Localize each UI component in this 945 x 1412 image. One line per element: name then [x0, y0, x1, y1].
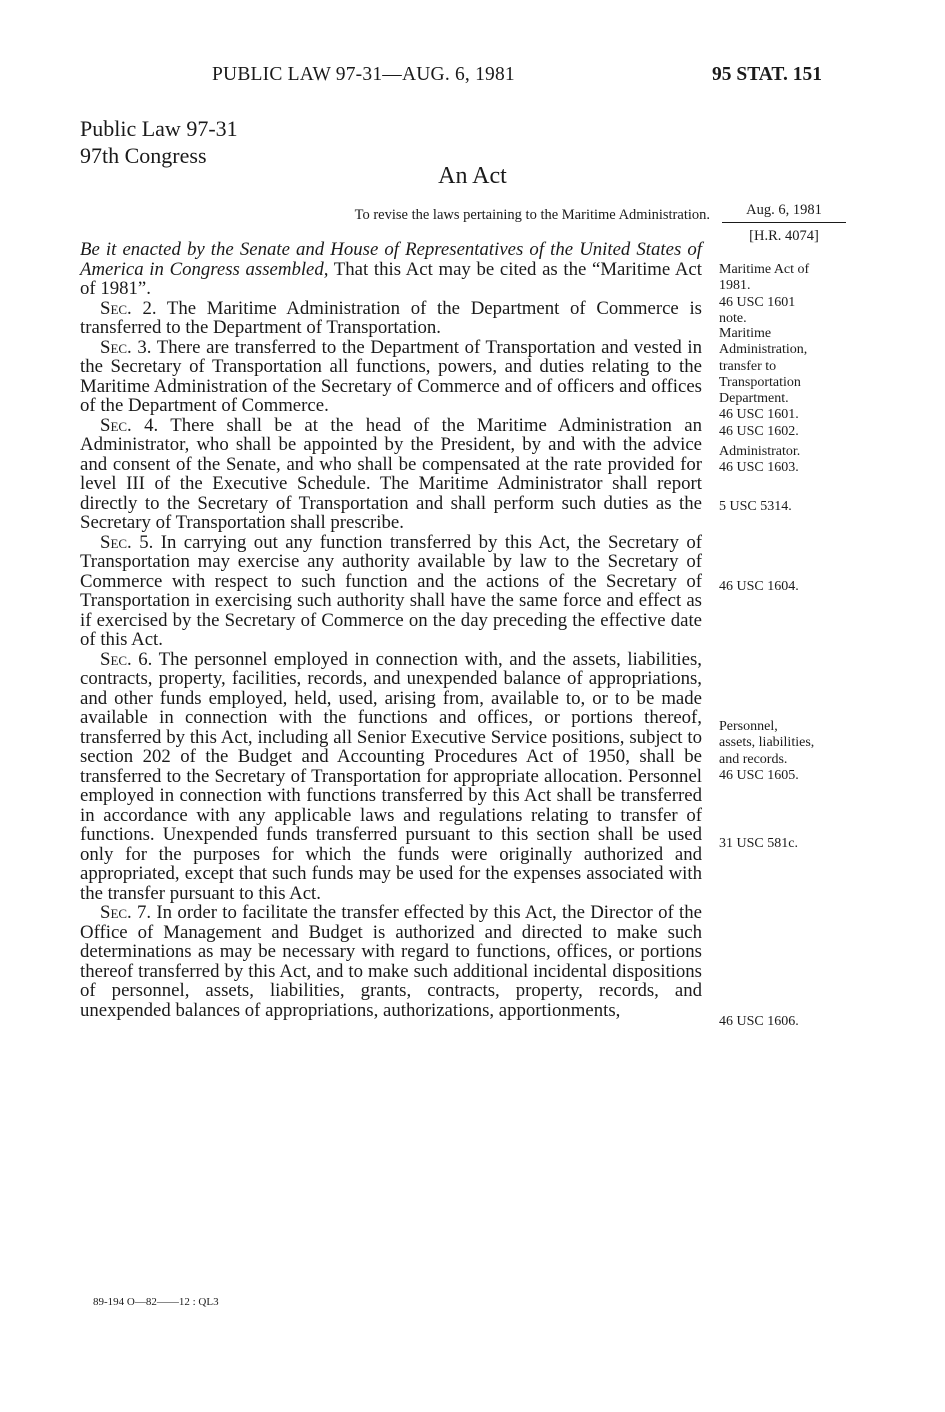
margin-note-short-title [719, 262, 854, 327]
margin-note-line: note. [719, 310, 747, 326]
enactment-date: Aug. 6, 1981 [722, 202, 846, 223]
margin-note-line: Administrator. [719, 444, 801, 459]
margin-note-line: 46 USC 1606. [719, 1014, 799, 1029]
section-label: Sec. 6. [100, 648, 153, 670]
margin-note-authority [719, 579, 854, 595]
printer-imprint: 89-194 O—82——12 : QL3 [93, 1296, 219, 1308]
margin-note-line: 5 USC 5314. [719, 499, 792, 514]
public-law-number: Public Law 97-31 [80, 116, 238, 141]
margin-note-line: 46 USC 1603. [719, 460, 799, 476]
enacting-clause: Be it enacted by the Senate and House of Representatives of the United States of America in Congress assembled, [80, 239, 702, 280]
margin-note-administrator [719, 444, 854, 477]
act-purpose: To revise the laws pertaining to the Maritime Administration. [354, 207, 710, 223]
margin-note-personnel [719, 719, 854, 784]
section-label: Sec. 4. [100, 414, 159, 436]
margin-note-line: Transportation [719, 374, 801, 390]
margin-note-line: 46 USC 1601 [719, 294, 796, 310]
running-head: PUBLIC LAW 97-31—AUG. 6, 1981 [212, 64, 515, 85]
margin-note-line: and records. [719, 751, 788, 767]
section-4 [80, 416, 702, 533]
bill-number: [H.R. 4074] [749, 228, 819, 244]
section-text: In carrying out any function transferred by this Act, the Secretary of Transportation may exercise any authority available by law to the Secretary of Commerce with respect to such function and the actions of the Secretary of Transportation in exercising such authority shall have the same force and effect as if exercised by the Secretary of Commerce on the day preceding the effective date of this Act. [80, 531, 702, 650]
section-text: In order to facilitate the transfer effected by this Act, the Director of the Office of Management and Budget is authorized and directed to make such determinations as may be necessary with regard to functions, offices, or portions thereof transferred by this Act, and to make such additional incidental dispositions of personnel, assets, liabilities, grants, contracts, property, records, and unexpended balances of appropriations, authorizations, apportionments, [80, 902, 702, 1021]
section-label: Sec. 5. [100, 531, 154, 553]
section-label: Sec. 7. [100, 902, 152, 923]
section-label: Sec. 2. [100, 297, 157, 319]
margin-note-line: 46 USC 1601. [719, 407, 799, 423]
margin-note-transfer [719, 326, 854, 440]
section-text: The Maritime Administration of the Department of Commerce is transferred to the Department of Transportation. [80, 297, 702, 338]
margin-note-line: Maritime Act of [719, 262, 810, 277]
margin-note-compensation [719, 499, 854, 515]
margin-note-line: 31 USC 581c. [719, 836, 798, 851]
section-2 [80, 299, 702, 338]
margin-note-line: 1981. [719, 278, 751, 294]
section-6 [80, 650, 702, 904]
congress-number: 97th Congress [80, 143, 207, 168]
act-body [80, 240, 702, 1020]
margin-note-line: Personnel, [719, 719, 778, 734]
margin-note-dispositions [719, 1014, 854, 1030]
enactment-date-box [722, 202, 846, 245]
section-text: The personnel employed in connection with, and the assets, liabilities, contracts, property, facilities, records, and unexpended balance of appropriations, and other funds employed, held, used, arising from, available to, or to be made available in connection with the functions and offices, or portions thereof, transferred by this Act, including all Senior Executive Service positions, subject to section 202 of the Budget and Accounting Procedures Act of 1950, shall be transferred to the Secretary of Transportation for appropriate allocation. Personnel employed in connection with functions transferred by this Act shall be transferred in accordance with any applicable laws and regulations relating to transfer of functions. Unexpended funds transferred pursuant to this section shall be used only for the purposes for which the funds were originally authorized and appropriated, except that such funds may be used for the expenses associated with the transfer pursuant to this Act. [80, 648, 702, 904]
statute-page-reference: 95 STAT. 151 [712, 64, 822, 85]
margin-note-line: Administration, [719, 342, 808, 358]
section-text: There shall be at the head of the Maritime Administration an Administrator, who shall be appointed by the President, by and with the advice and consent of the Senate, and who shall be compensated at the rate provided for level III of the Executive Schedule. The Maritime Administrator shall report directly to the Secretary of Transportation and shall perform such duties as the Secretary of Transportation shall prescribe. [80, 414, 702, 533]
section-label: Sec. 3. [100, 336, 152, 358]
section-7 [80, 903, 702, 1020]
margin-note-line: assets, liabilities, [719, 735, 815, 751]
margin-note-line: Department. [719, 391, 789, 407]
short-title-text: That this Act may be cited as the “Maritime Act of 1981”. [80, 258, 702, 299]
act-heading: An Act [438, 163, 507, 189]
section-text: There are transferred to the Department of Transportation and vested in the Secretary of Transportation all functions, powers, and duties relating to the Maritime Administration of the Secretary of Commerce and of officers and offices of the Department of Commerce. [80, 336, 702, 416]
section-5 [80, 533, 702, 650]
margin-note-budget [719, 836, 854, 852]
enacting-paragraph [80, 240, 702, 299]
margin-note-line: 46 USC 1605. [719, 767, 799, 783]
margin-note-line: Maritime [719, 326, 772, 341]
margin-note-line: 46 USC 1604. [719, 579, 799, 594]
section-3 [80, 338, 702, 416]
margin-note-line: transfer to [719, 358, 777, 374]
margin-note-line: 46 USC 1602. [719, 423, 799, 439]
